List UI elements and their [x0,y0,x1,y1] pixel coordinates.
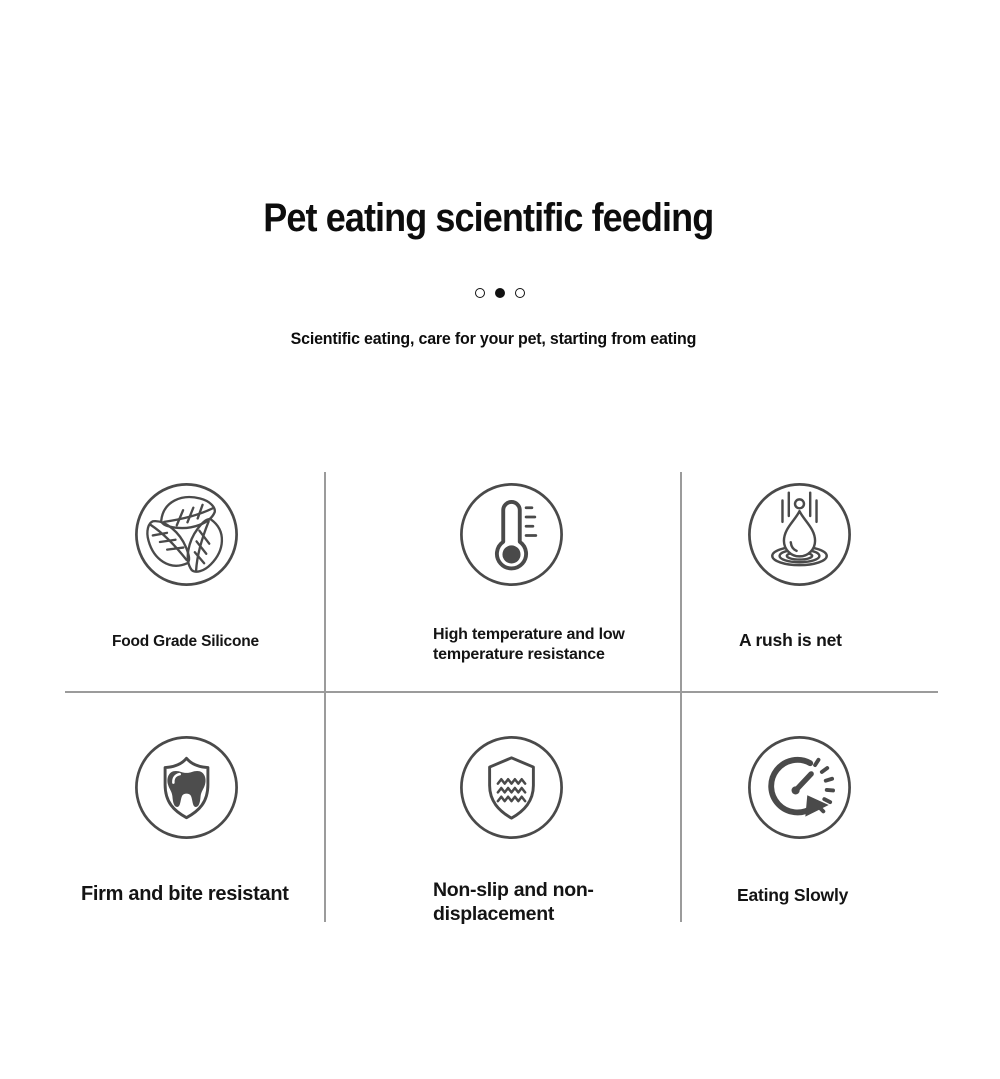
feature-label-rush-is-net: A rush is net [739,630,842,650]
carousel-dots [0,288,1000,298]
feature-label-eating-slowly: Eating Slowly [737,885,849,905]
carousel-dot[interactable] [475,288,485,298]
page-title: Pet eating scientific feeding [263,196,714,240]
grid-divider-vertical-right [680,472,682,922]
feature-label-temperature-resistance: High temperature and low temperature resistance [433,626,625,663]
page-subtitle: Scientific eating, care for your pet, starting from eating [290,329,697,348]
slow-eating-timer-icon [746,734,853,841]
anti-slip-shield-icon [458,734,565,841]
grid-divider-vertical-left [324,472,326,922]
water-splash-icon [746,481,853,588]
tooth-shield-icon [133,734,240,841]
feature-label-food-grade-silicone: Food Grade Silicone [112,633,259,650]
thermometer-icon [458,481,565,588]
grid-divider-horizontal [65,691,938,693]
feature-label-bite-resistant: Firm and bite resistant [81,883,289,905]
carousel-dot[interactable] [515,288,525,298]
feature-label-non-slip: Non-slip and non-displacement [433,879,594,925]
recycled-leaves-icon [133,481,240,588]
carousel-dot[interactable] [495,288,505,298]
